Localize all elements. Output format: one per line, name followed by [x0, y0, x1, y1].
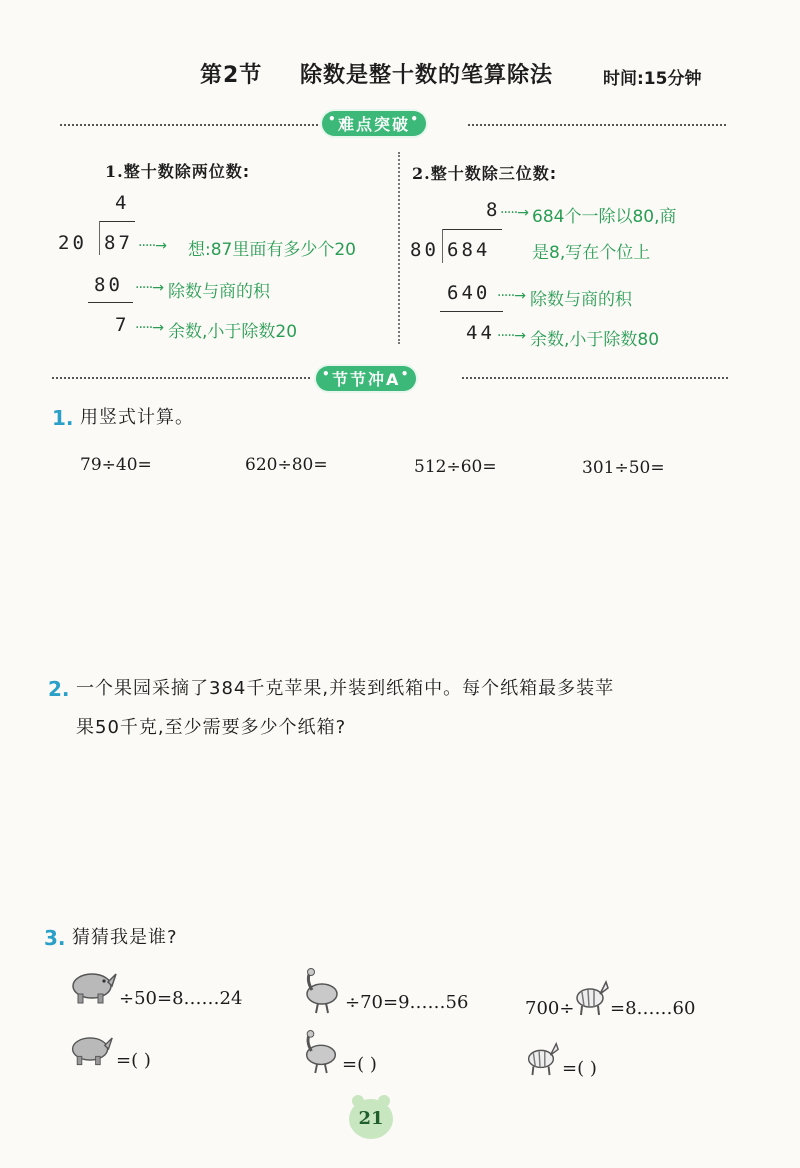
example-2-quotient: 8 [486, 199, 501, 221]
subtraction-line [440, 311, 503, 312]
example-2-remainder: 44 [466, 322, 495, 344]
example-1-note-remainder: 余数,小于除数20 [168, 322, 298, 342]
example-1-dividend: 87 [104, 232, 133, 254]
ostrich-icon [300, 968, 344, 1014]
answer-blank-2[interactable]: =( ) [342, 1054, 377, 1075]
example-1-divisor: 20 [58, 232, 87, 254]
example-1-note-dividend: 想:87里面有多少个20 [188, 240, 356, 260]
arrow-icon: ·····→ [497, 288, 525, 304]
question-3-number: 3. [44, 926, 66, 950]
division-bar [99, 221, 135, 222]
question-2-number: 2. [48, 677, 70, 701]
arrow-icon: ·····→ [135, 280, 163, 296]
subtraction-line [88, 302, 133, 303]
example-1-quotient: 4 [115, 192, 130, 214]
example-2-note-product: 除数与商的积 [530, 290, 632, 310]
arrow-icon: ·····→ [138, 238, 166, 254]
answer-blank-1[interactable]: =( ) [116, 1050, 151, 1071]
example-2-dividend: 684 [447, 239, 491, 261]
calc-item-1: 79÷40= [80, 455, 152, 475]
page-number: 21 [349, 1099, 393, 1139]
answer-blank-3[interactable]: =( ) [562, 1058, 597, 1079]
calc-item-2: 620÷80= [245, 455, 328, 475]
example-2-note-quotient-1: 684个一除以80,商 [532, 207, 677, 227]
page-title: 除数是整十数的笔算除法 [300, 63, 554, 88]
division-bracket [442, 229, 443, 263]
example-2-heading: 2.整十数除三位数: [412, 164, 558, 183]
dotted-divider [52, 377, 310, 379]
division-bar [442, 229, 502, 230]
question-2-line-2: 果50千克,至少需要多少个纸箱? [76, 717, 347, 738]
example-2-note-remainder: 余数,小于除数80 [530, 330, 660, 350]
rhino-icon [68, 966, 118, 1006]
riddle-equation-1: ÷50=8……24 [119, 988, 243, 1009]
riddle-equation-3-suffix: =8……60 [610, 998, 696, 1019]
time-limit: 时间:15分钟 [603, 69, 702, 89]
calc-item-4: 301÷50= [582, 458, 665, 478]
example-1-note-product: 除数与商的积 [168, 282, 270, 302]
question-1-number: 1. [52, 406, 74, 430]
dotted-divider [468, 124, 726, 126]
question-2-line-1: 一个果园采摘了384千克苹果,并装到纸箱中。每个纸箱最多装苹 [76, 678, 615, 699]
arrow-icon: ·····→ [497, 328, 525, 344]
example-2-divisor: 80 [410, 239, 439, 261]
calc-item-3: 512÷60= [414, 457, 497, 477]
example-1-heading: 1.整十数除两位数: [105, 162, 251, 181]
example-2-product: 640 [447, 282, 491, 304]
dotted-divider [60, 124, 318, 126]
arrow-icon: ·····→ [135, 320, 163, 336]
zebra-icon [570, 976, 610, 1016]
column-divider [398, 152, 400, 344]
zebra-icon [522, 1038, 560, 1076]
ostrich-icon [300, 1030, 342, 1074]
riddle-equation-2: ÷70=9……56 [345, 992, 469, 1013]
difficulty-banner: • 难点突破 • [322, 111, 426, 136]
dotted-divider [462, 377, 728, 379]
riddle-equation-3-prefix: 700÷ [525, 998, 575, 1019]
rhino-icon [68, 1030, 114, 1068]
section-label: 第2节 [200, 63, 263, 88]
example-2-note-quotient-2: 是8,写在个位上 [532, 243, 651, 263]
example-1-product: 80 [94, 274, 123, 296]
question-1-text: 用竖式计算。 [80, 407, 194, 428]
example-1-remainder: 7 [115, 314, 130, 336]
practice-banner: • 节节冲A • [316, 366, 416, 391]
question-3-text: 猜猜我是谁? [72, 927, 178, 948]
arrow-icon: ·····→ [500, 205, 528, 221]
division-bracket [99, 221, 100, 255]
